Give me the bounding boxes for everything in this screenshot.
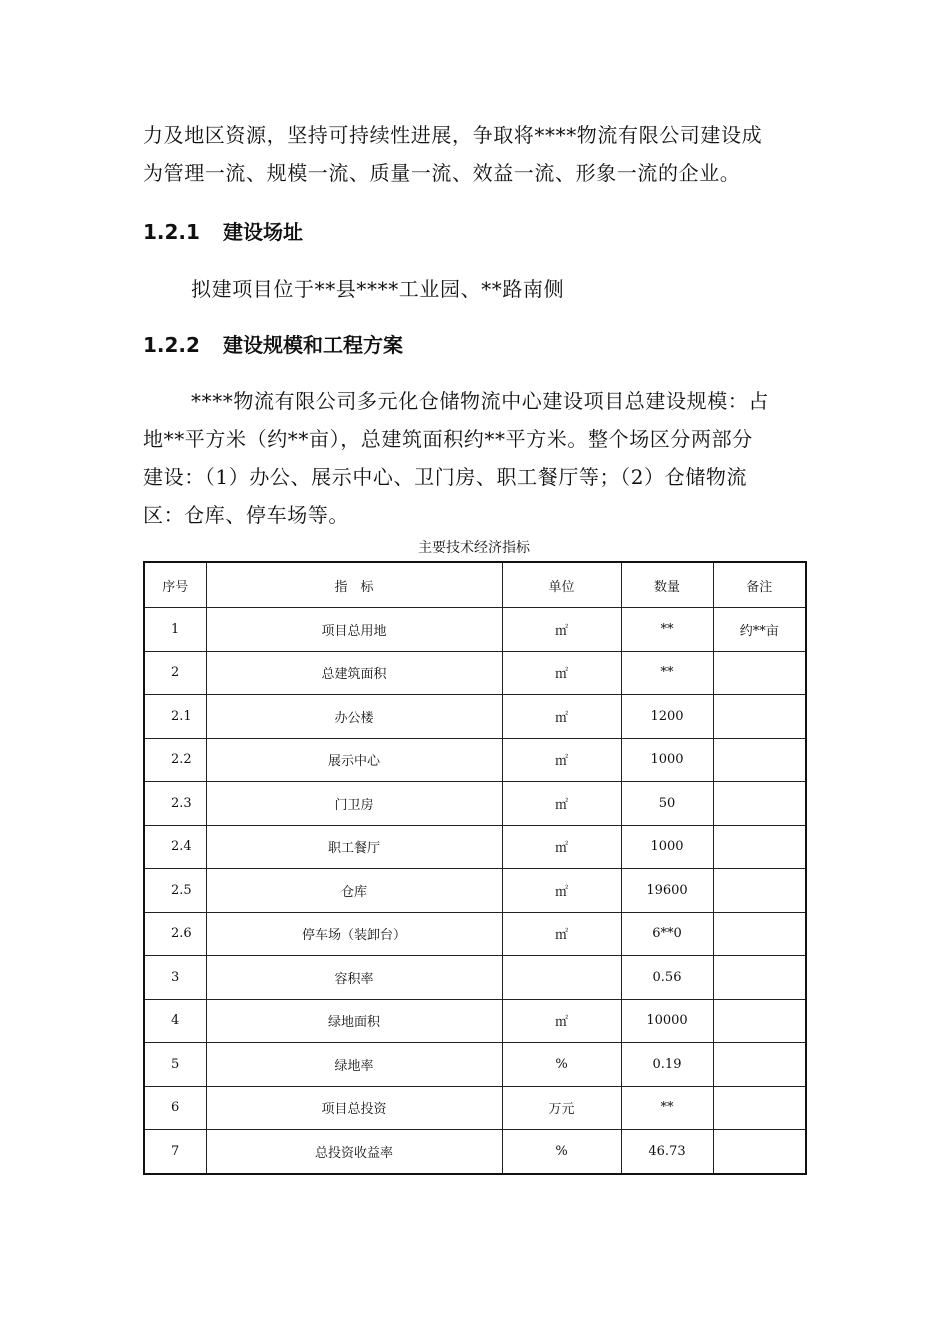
scale-paragraph — [143, 382, 815, 534]
cell-unit: ㎡ — [502, 738, 621, 782]
table-row — [144, 782, 806, 826]
cell-remark — [713, 825, 806, 869]
section-title: 建设规模和工程方案 — [223, 333, 403, 357]
cell-indicator: 仓库 — [206, 869, 502, 913]
cell-remark — [713, 738, 806, 782]
cell-index: 3 — [144, 956, 206, 1000]
cell-quantity: 46.73 — [621, 1130, 713, 1174]
cell-quantity: ** — [621, 608, 713, 652]
table-row — [144, 608, 806, 652]
cell-quantity: 19600 — [621, 869, 713, 913]
site-text: 拟建项目位于**县****工业园、**路南侧 — [191, 277, 565, 301]
cell-index: 2.3 — [144, 782, 206, 826]
table-caption: 主要技术经济指标 — [418, 540, 530, 556]
table-row — [144, 1043, 806, 1087]
header-indicator: 指 标 — [206, 562, 502, 608]
cell-remark — [713, 956, 806, 1000]
header-remark: 备注 — [713, 562, 806, 608]
header-index: 序号 — [144, 562, 206, 608]
cell-indicator: 绿地率 — [206, 1043, 502, 1087]
cell-indicator: 项目总用地 — [206, 608, 502, 652]
cell-indicator: 展示中心 — [206, 738, 502, 782]
cell-indicator: 办公楼 — [206, 695, 502, 739]
section-number: 1.2.2 — [143, 333, 200, 357]
cell-unit: ㎡ — [502, 869, 621, 913]
site-paragraph — [191, 270, 863, 308]
cell-quantity: ** — [621, 1086, 713, 1130]
table-row — [144, 1130, 806, 1174]
cell-index: 2.2 — [144, 738, 206, 782]
cell-remark: 约**亩 — [713, 608, 806, 652]
scale-line: 区：仓库、停车场等。 — [143, 503, 349, 527]
header-quantity: 数量 — [621, 562, 713, 608]
table-row — [144, 956, 806, 1000]
cell-index: 2.1 — [144, 695, 206, 739]
section-heading-site — [143, 218, 303, 246]
cell-indicator: 职工餐厅 — [206, 825, 502, 869]
cell-unit: ㎡ — [502, 651, 621, 695]
section-title: 建设场址 — [223, 220, 303, 244]
cell-quantity: 0.56 — [621, 956, 713, 1000]
cell-indicator: 绿地面积 — [206, 999, 502, 1043]
table-row — [144, 1086, 806, 1130]
cell-index: 2.4 — [144, 825, 206, 869]
cell-remark — [713, 912, 806, 956]
header-unit: 单位 — [502, 562, 621, 608]
cell-quantity: 1200 — [621, 695, 713, 739]
cell-unit: ㎡ — [502, 782, 621, 826]
table-row — [144, 825, 806, 869]
cell-quantity: 1000 — [621, 738, 713, 782]
table-body — [144, 608, 806, 1174]
cell-index: 2.5 — [144, 869, 206, 913]
cell-index: 5 — [144, 1043, 206, 1087]
table-row — [144, 651, 806, 695]
table-header-row — [144, 562, 806, 608]
cell-index: 6 — [144, 1086, 206, 1130]
cell-indicator: 项目总投资 — [206, 1086, 502, 1130]
cell-indicator: 门卫房 — [206, 782, 502, 826]
section-number: 1.2.1 — [143, 220, 200, 244]
cell-indicator: 总投资收益率 — [206, 1130, 502, 1174]
cell-index: 4 — [144, 999, 206, 1043]
table-row — [144, 695, 806, 739]
intro-line: 力及地区资源，坚持可持续性进展，争取将****物流有限公司建设成 — [143, 123, 763, 147]
cell-remark — [713, 651, 806, 695]
cell-remark — [713, 869, 806, 913]
cell-remark — [713, 999, 806, 1043]
cell-unit: % — [502, 1043, 621, 1087]
table-row — [144, 999, 806, 1043]
cell-unit: ㎡ — [502, 608, 621, 652]
cell-index: 7 — [144, 1130, 206, 1174]
scale-line: ****物流有限公司多元化仓储物流中心建设项目总建设规模：占 — [191, 389, 769, 413]
cell-unit — [502, 956, 621, 1000]
cell-indicator: 停车场（装卸台） — [206, 912, 502, 956]
cell-quantity: 6**0 — [621, 912, 713, 956]
cell-index: 2.6 — [144, 912, 206, 956]
table-row — [144, 738, 806, 782]
cell-unit: ㎡ — [502, 999, 621, 1043]
section-heading-scale — [143, 331, 403, 359]
cell-unit: % — [502, 1130, 621, 1174]
cell-unit: ㎡ — [502, 912, 621, 956]
intro-paragraph — [143, 116, 815, 192]
cell-indicator: 容积率 — [206, 956, 502, 1000]
scale-line: 地**平方米（约**亩），总建筑面积约**平方米。整个场区分两部分 — [143, 427, 753, 451]
cell-quantity: ** — [621, 651, 713, 695]
indicator-table — [143, 561, 807, 1175]
cell-unit: 万元 — [502, 1086, 621, 1130]
cell-index: 2 — [144, 651, 206, 695]
cell-quantity: 0.19 — [621, 1043, 713, 1087]
cell-indicator: 总建筑面积 — [206, 651, 502, 695]
cell-index: 1 — [144, 608, 206, 652]
cell-unit: ㎡ — [502, 695, 621, 739]
cell-quantity: 50 — [621, 782, 713, 826]
cell-unit: ㎡ — [502, 825, 621, 869]
cell-remark — [713, 782, 806, 826]
table-row — [144, 912, 806, 956]
intro-line: 为管理一流、规模一流、质量一流、效益一流、形象一流的企业。 — [143, 161, 741, 185]
table-row — [144, 869, 806, 913]
cell-remark — [713, 695, 806, 739]
cell-remark — [713, 1130, 806, 1174]
cell-quantity: 1000 — [621, 825, 713, 869]
cell-remark — [713, 1043, 806, 1087]
scale-line: 建设：（1）办公、展示中心、卫门房、职工餐厅等；（2）仓储物流 — [143, 465, 748, 489]
cell-quantity: 10000 — [621, 999, 713, 1043]
cell-remark — [713, 1086, 806, 1130]
